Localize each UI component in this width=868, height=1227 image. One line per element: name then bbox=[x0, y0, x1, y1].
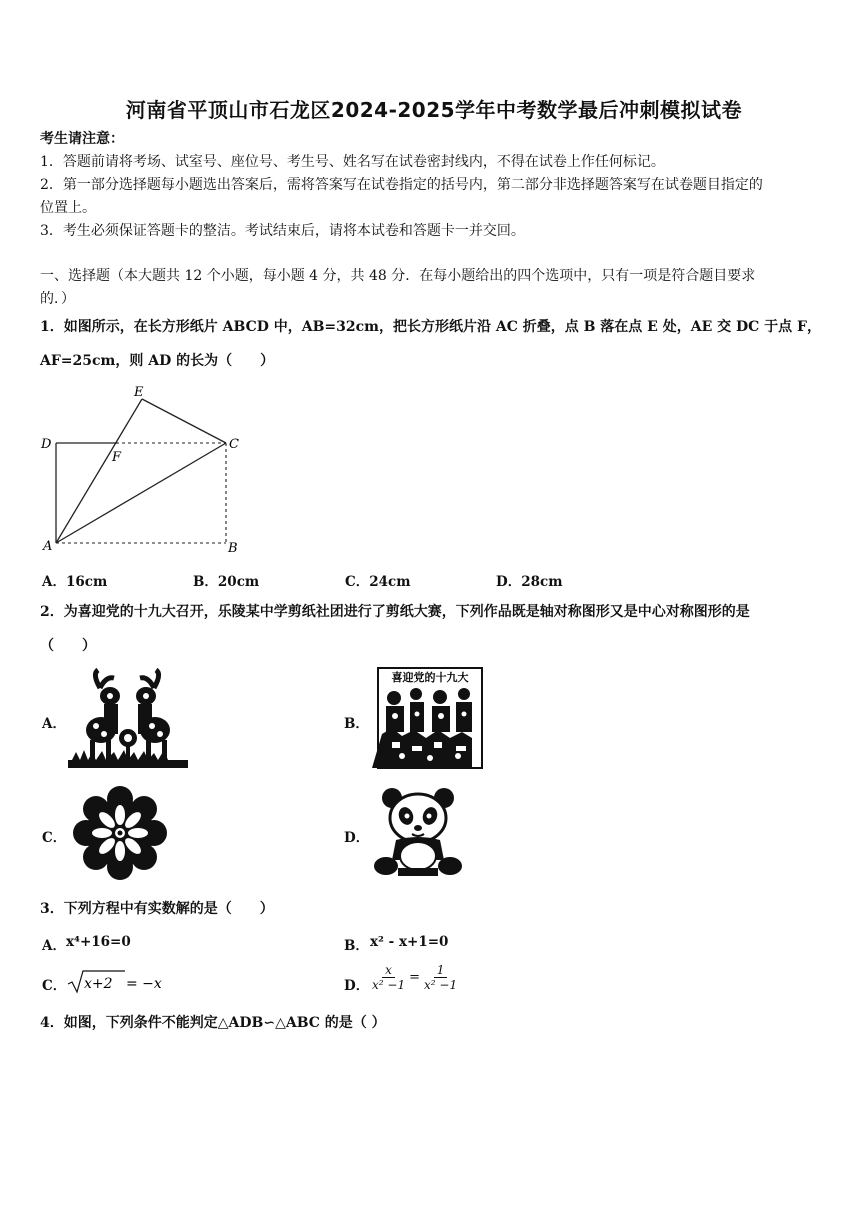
q3-option-d-num-2: 1 bbox=[434, 963, 448, 978]
label-A: A bbox=[43, 539, 53, 554]
q3-option-d-num-1: x bbox=[382, 963, 395, 978]
q4-stem: 4．如图，下列条件不能判定△ADB∽△ABC 的是（ ） bbox=[40, 1015, 386, 1031]
q3-option-d-label: D． bbox=[344, 978, 370, 994]
q3-stem: 3．下列方程中有实数解的是（ ） bbox=[40, 901, 274, 917]
q2-stem-cont: （ ） bbox=[40, 638, 96, 654]
notice-item-2: 2．第一部分选择题每小题选出答案后，需将答案写在试卷指定的括号内，第二部分非选择题答案写在试卷题目指定的 bbox=[40, 177, 763, 193]
q3-option-d-fraction-2 bbox=[424, 963, 457, 992]
q3-option-a-expr: x⁴+16=0 bbox=[66, 934, 131, 950]
q3-option-b-expr: x² - x+1=0 bbox=[370, 934, 449, 950]
label-D: D bbox=[41, 437, 52, 452]
notice-item-3: 3．考生必须保证答题卡的整洁。考试结束后，请将本试卷和答题卡一并交回。 bbox=[40, 223, 525, 239]
paper-cut-panda-image bbox=[372, 786, 466, 882]
label-B: B bbox=[228, 541, 238, 556]
notice-item-2-cont: 位置上。 bbox=[40, 200, 96, 216]
notice-heading: 考生请注意： bbox=[40, 131, 124, 147]
q3-option-d-den-1: x² −1 bbox=[372, 978, 406, 992]
q1-option-b: B．20cm bbox=[193, 574, 260, 590]
q3-option-d-den-2: x² −1 bbox=[424, 978, 458, 992]
paper-cut-flower-image bbox=[68, 784, 172, 882]
q1-option-c: C．24cm bbox=[345, 574, 411, 590]
label-F: F bbox=[112, 450, 122, 465]
label-E: E bbox=[134, 385, 144, 400]
q3-option-c-label: C． bbox=[42, 978, 67, 994]
q3-option-d-fraction-1 bbox=[372, 963, 405, 992]
q3-option-b-label: B． bbox=[344, 938, 369, 954]
q1-option-d: D．28cm bbox=[496, 574, 563, 590]
q2-option-c-label: C． bbox=[42, 830, 67, 846]
q2-option-a-label: A． bbox=[42, 716, 66, 732]
q1-stem: 1．如图所示，在长方形纸片 ABCD 中，AB=32cm，把长方形纸片沿 AC 折叠，点 B 落在点 E 处，AE 交 DC 于点 F， bbox=[40, 319, 821, 335]
q2-option-d-label: D． bbox=[344, 830, 370, 846]
q1-stem-cont: AF=25cm，则 AD 的长为（ ） bbox=[40, 353, 275, 369]
q1-figure bbox=[36, 380, 256, 560]
banner-text: 喜迎党的十九大 bbox=[391, 671, 469, 684]
q3-option-d-equals: = bbox=[409, 970, 420, 985]
q3-option-c-expr bbox=[66, 968, 162, 996]
q3-option-c-rhs: = −x bbox=[126, 976, 162, 992]
q2-option-b-label: B． bbox=[344, 716, 369, 732]
q3-option-d-expr bbox=[372, 963, 457, 992]
section1-heading: 一、选择题（本大题共 12 个小题，每小题 4 分，共 48 分．在每小题给出的四个选项中，只有一项是符合题目要求 bbox=[40, 268, 756, 284]
label-C: C bbox=[229, 437, 239, 452]
section1-heading-cont: 的．） bbox=[40, 291, 75, 307]
q2-stem: 2．为喜迎党的十九大召开，乐陵某中学剪纸社团进行了剪纸大赛，下列作品既是轴对称图形又是中心对称图形的是 bbox=[40, 604, 750, 620]
paper-cut-deer-image bbox=[68, 668, 190, 772]
q3-option-a-label: A． bbox=[42, 938, 66, 954]
page-title: 河南省平顶山市石龙区2024-2025学年中考数学最后冲刺模拟试卷 bbox=[125, 98, 743, 122]
q1-option-a: A．16cm bbox=[42, 574, 108, 590]
paper-cut-banner-image bbox=[372, 664, 488, 774]
q3-option-c-radicand: x+2 bbox=[84, 976, 113, 992]
notice-item-1: 1．答题前请将考场、试室号、座位号、考生号、姓名写在试卷密封线内，不得在试卷上作任何标记。 bbox=[40, 154, 665, 170]
